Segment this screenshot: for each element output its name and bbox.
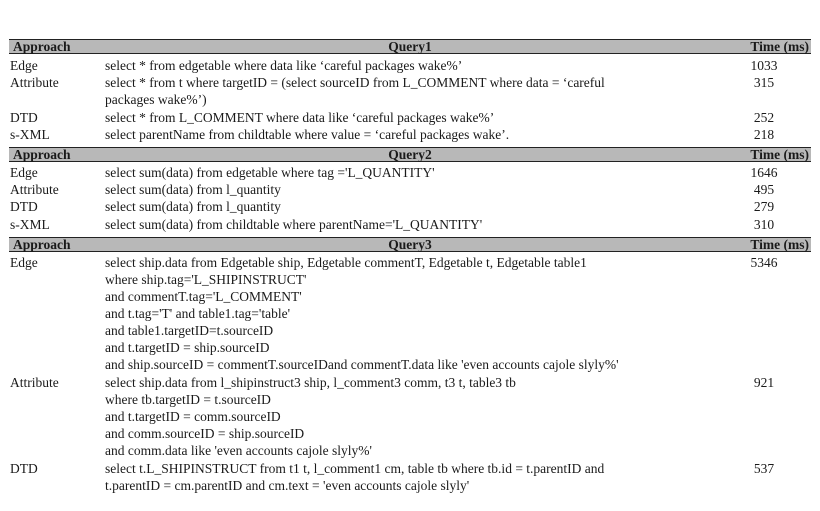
query-line: and t.targetID = comm.sourceID: [105, 409, 281, 425]
approach-cell: s-XML: [10, 216, 50, 232]
query-cell: [105, 57, 705, 74]
query-cell: [105, 164, 705, 181]
query1-header: Query1: [388, 39, 432, 54]
query2-header-row: [9, 147, 811, 162]
query-cell: [105, 181, 705, 198]
query-line: and comm.data like 'even accounts cajole slyly%': [105, 443, 372, 459]
approach-header: Approach: [13, 147, 71, 162]
approach-cell: Edge: [10, 165, 38, 180]
approach-cell: Attribute: [10, 182, 59, 198]
time-cell: 537: [753, 461, 775, 477]
time-header: Time (ms): [750, 147, 809, 162]
time-header: Time (ms): [750, 237, 809, 252]
time-cell: 279: [753, 199, 775, 215]
approach-cell: Attribute: [10, 375, 59, 391]
query-line: select sum(data) from l_quantity: [105, 182, 281, 198]
time-cell: 218: [753, 126, 775, 142]
query-cell: [105, 109, 705, 126]
query-line: select ship.data from l_shipinstruct3 ship, l_comment3 comm, t3 t, table3 tb: [105, 375, 516, 391]
query-line: where ship.tag='L_SHIPINSTRUCT': [105, 272, 307, 287]
time-cell: 921: [753, 375, 775, 391]
query3-header-row: [9, 237, 811, 252]
approach-cell: Edge: [10, 58, 38, 73]
query-line: select * from t where targetID = (select sourceID from L_COMMENT where data = ‘careful: [105, 75, 605, 91]
time-cell: 495: [753, 182, 775, 198]
time-cell: 310: [753, 216, 775, 232]
approach-cell: Attribute: [10, 75, 59, 91]
query-line: select sum(data) from edgetable where tag ='L_QUANTITY': [105, 165, 435, 180]
time-cell: 1646: [750, 165, 778, 180]
query-line: select * from edgetable where data like ‘careful packages wake%’: [105, 58, 463, 73]
approach-header: Approach: [13, 237, 71, 252]
query-line: select ship.data from Edgetable ship, Edgetable commentT, Edgetable t, Edgetable table1: [105, 255, 587, 270]
query-cell: [105, 216, 705, 233]
query-line: where tb.targetID = t.sourceID: [105, 392, 271, 408]
query-cell: [105, 374, 705, 459]
approach-cell: DTD: [10, 461, 38, 477]
query-line: and t.targetID = ship.sourceID: [105, 340, 270, 355]
time-cell: 252: [753, 109, 775, 125]
query3-header: Query3: [388, 237, 432, 252]
query-line: select t.L_SHIPINSTRUCT from t1 t, l_comment1 cm, table tb where tb.id = t.parentID and: [105, 461, 605, 477]
query-line: t.parentID = cm.parentID and cm.text = 'even accounts cajole slyly': [105, 478, 470, 494]
approach-cell: s-XML: [10, 126, 50, 142]
query-line: and commentT.tag='L_COMMENT': [105, 289, 302, 304]
query-line: select parentName from childtable where value = ‘careful packages wake’.: [105, 126, 510, 142]
query-line: packages wake%’): [105, 92, 207, 108]
query2-header: Query2: [388, 147, 432, 162]
query-line: and t.tag='T' and table1.tag='table': [105, 306, 291, 321]
time-cell: 1033: [750, 58, 778, 73]
query-cell: [105, 254, 705, 373]
query-line: select sum(data) from childtable where parentName='L_QUANTITY': [105, 216, 483, 232]
query-cell: [105, 460, 705, 494]
approach-cell: DTD: [10, 199, 38, 215]
query-line: select * from L_COMMENT where data like ‘careful packages wake%’: [105, 109, 495, 125]
query-line: and table1.targetID=t.sourceID: [105, 323, 274, 338]
approach-header: Approach: [13, 39, 71, 54]
time-cell: 315: [753, 75, 775, 91]
approach-cell: DTD: [10, 109, 38, 125]
time-cell: 5346: [750, 255, 778, 270]
query-cell: [105, 126, 705, 143]
query-cell: [105, 198, 705, 215]
approach-cell: Edge: [10, 255, 38, 270]
time-header: Time (ms): [750, 39, 809, 54]
query1-header-row: [9, 39, 811, 54]
query-line: select sum(data) from l_quantity: [105, 199, 281, 215]
query-cell: [105, 74, 705, 108]
query-line: and ship.sourceID = commentT.sourceIDand commentT.data like 'even accounts cajole slyly%': [105, 357, 619, 372]
query-line: and comm.sourceID = ship.sourceID: [105, 426, 305, 442]
